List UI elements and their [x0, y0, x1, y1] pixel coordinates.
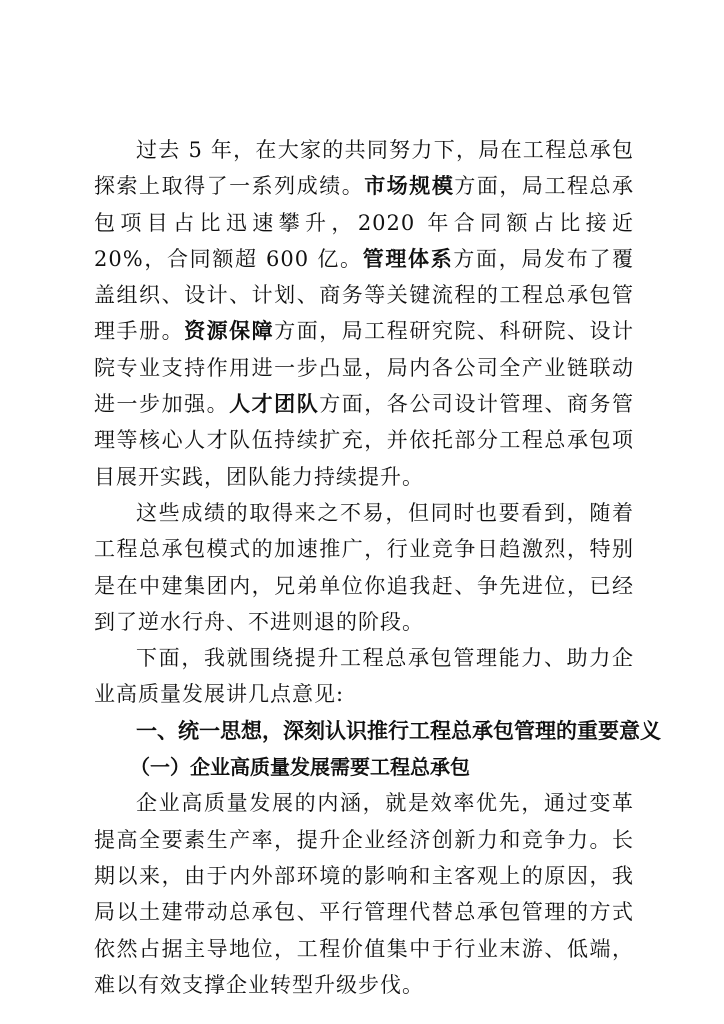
document-body [94, 132, 661, 1003]
market-scale-text: 方面，局工程总承包项目占比迅速攀升，2020 年合同额占比接近 20%，合同额超 600 亿。 [94, 174, 635, 271]
resource-support-text: 方面，局工程研究院、科研院、设计院专业支持作用进一步凸显，局内各公司全产业链联动进一步加强。 [94, 319, 635, 417]
subsection-heading: （一）企业高质量发展需要工程总承包 [130, 755, 470, 780]
keyword-market-scale: 市场规模 [364, 174, 455, 199]
management-system-text: 方面，局发布了覆盖组织、设计、计划、商务等关键流程的工程总承包管理手册。 [94, 246, 635, 344]
achievements-intro: 过去 5 年，在大家的共同努力下，局在工程总承包探索上取得了一系列成绩。 [94, 138, 634, 199]
paragraph-high-quality-development: 企业高质量发展的内涵，就是效率优先，通过变革提高全要素生产率，提升企业经济创新力和竞争力。长期以来，由于内外部环境的影响和主客观上的原因，我局以土建带动总承包、平行管理代替总承包管理的方式依然占据主导地位，工程价值集中于行业末游、低端，难以有效支撑企业转型升级步伐。 [94, 791, 634, 997]
keyword-resource-support: 资源保障 [184, 319, 275, 344]
talent-team-text: 方面，各公司设计管理、商务管理等核心人才队伍持续扩充，并依托部分工程总承包项目展开实践，团队能力持续提升。 [94, 392, 635, 489]
keyword-talent-team: 人才团队 [229, 392, 320, 417]
paragraph-challenges: 这些成绩的取得来之不易，但同时也要看到，随着工程总承包模式的加速推广，行业竞争日趋激烈，特别是在中建集团内，兄弟单位你追我赶、争先进位，已经到了逆水行舟、不进则退的阶段。 [94, 500, 634, 634]
paragraph-transition: 下面，我就围绕提升工程总承包管理能力、助力企业高质量发展讲几点意见: [94, 646, 634, 707]
paragraph-achievements [94, 132, 634, 495]
section-heading: 一、统一思想，深刻认识推行工程总承包管理的重要意义 [136, 718, 661, 743]
keyword-management-system: 管理体系 [362, 246, 454, 271]
